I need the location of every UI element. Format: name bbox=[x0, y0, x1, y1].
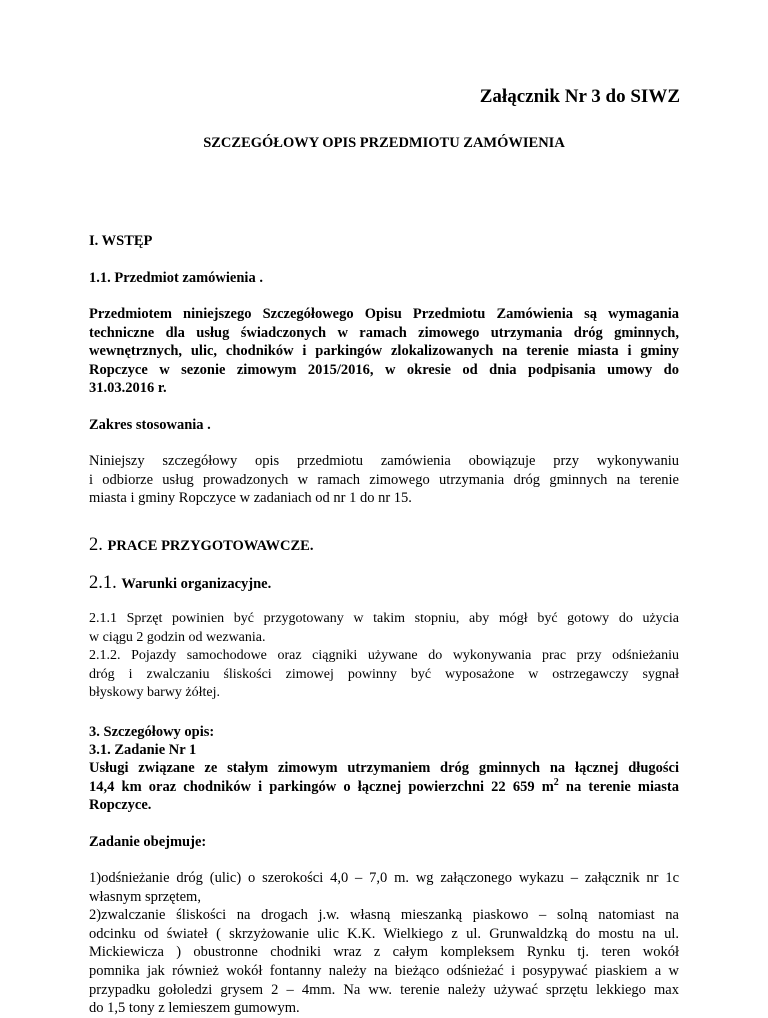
text-line: techniczne dla usług świadczonych w ramach zimowego utrzymania dróg gminnych, bbox=[89, 324, 679, 341]
section-2-heading bbox=[89, 536, 679, 556]
text-line: Niniejszy szczegółowy opis przedmiotu zamówienia obowiązuje przy wykonywaniu bbox=[89, 453, 679, 469]
scope-paragraph bbox=[89, 452, 679, 508]
text-line: Ropczyce w sezonie zimowym 2015/2016, w okresie od dnia podpisania umowy do bbox=[89, 361, 679, 378]
text-line: przypadku gołoledzi grysem 2 – 4mm. Na ww. terenie należy używać sprzętu lekkiego max bbox=[89, 981, 679, 998]
text-line: do 1,5 tony z lemieszem gumowym. bbox=[89, 1000, 300, 1017]
text-line: Mickiewicza ) obustronne chodniki wraz z całym kompleksem Rynku tj. teren wokół bbox=[89, 944, 679, 961]
section-number: 2.1. bbox=[89, 573, 117, 593]
section-3-heading: 3. Szczegółowy opis: bbox=[89, 724, 215, 740]
text-line: Usługi związane ze stałym zimowym utrzymaniem dróg gminnych na łącznej długości bbox=[89, 760, 679, 776]
text-line: 2)zwalczanie śliskości na drogach j.w. własną mieszanką piaskowo – solną natomiast na bbox=[89, 907, 679, 924]
section-2-1-heading bbox=[89, 574, 679, 594]
text-line: 31.03.2016 r. bbox=[89, 380, 167, 397]
text-line: Przedmiotem niniejszego Szczegółowego Opisu Przedmiotu Zamówienia są wymagania bbox=[89, 306, 679, 322]
section-1-1-heading: 1.1. Przedmiot zamówienia . bbox=[89, 270, 263, 286]
task-items-paragraph bbox=[89, 869, 679, 1018]
text-line: miasta i gminy Ropczyce w zadaniach od nr 1 do nr 15. bbox=[89, 490, 412, 507]
text-line: 14,4 km oraz chodników i parkingów o łącznej powierzchni 22 659 $m^2$ na terenie miasta bbox=[89, 776, 680, 795]
superscript: 2 bbox=[553, 776, 559, 788]
text-line: błyskowy barwy żółtej. bbox=[89, 685, 221, 701]
task-1-heading: 3.1. Zadanie Nr 1 bbox=[89, 742, 197, 758]
task-1-description bbox=[89, 759, 679, 815]
section-title: PRACE PRZYGOTOWAWCZE. bbox=[107, 538, 314, 554]
organizational-paragraph bbox=[89, 610, 679, 703]
annex-title: Załącznik Nr 3 do SIWZ bbox=[479, 86, 680, 107]
text-line: pomnika jak również wokół fontanny należy na bieżąco odśnieżać i posypywać piaskiem a w bbox=[89, 962, 679, 979]
text-line: wewnętrznych, ulic, chodników i parkingów zlokalizowanych na terenie miasta i gminy bbox=[89, 343, 679, 360]
document-title: SZCZEGÓŁOWY OPIS PRZEDMIOTU ZAMÓWIENIA bbox=[203, 135, 565, 151]
section-number: 2. bbox=[89, 535, 103, 555]
scope-heading: Zakres stosowania . bbox=[89, 417, 211, 433]
intro-paragraph bbox=[89, 305, 679, 398]
text-line: 2.1.2. Pojazdy samochodowe oraz ciągniki używane do wykonywania prac przy odśnieżaniu bbox=[89, 648, 679, 664]
text-line: odcinku od świateł ( skrzyżowanie ulic K.K. Wielkiego z ul. Grunwaldzką do mostu na ul. bbox=[89, 925, 679, 942]
covers-heading: Zadanie obejmuje: bbox=[89, 834, 207, 850]
text-line: 2.1.1 Sprzęt powinien być przygotowany w takim stopniu, aby mógł być gotowy do użycia bbox=[89, 611, 679, 626]
text-line: własnym sprzętem, bbox=[89, 888, 201, 905]
text-line: i odbiorze usług prowadzonych w ramach zimowego utrzymania dróg gminnych na terenie bbox=[89, 471, 679, 488]
section-title: Warunki organizacyjne. bbox=[121, 576, 272, 592]
text-line: 1)odśnieżanie dróg (ulic) o szerokości 4,0 – 7,0 m. wg załączonego wykazu – załącznik nr 1c bbox=[89, 870, 679, 886]
text-line: Ropczyce. bbox=[89, 797, 152, 814]
section-1-heading: I. WSTĘP bbox=[89, 233, 153, 249]
text-line: dróg i zwalczaniu śliskości zimowej powinny być wyposażone w ostrzegawczy sygnał bbox=[89, 666, 679, 682]
text-line: w ciągu 2 godzin od wezwania. bbox=[89, 629, 266, 645]
